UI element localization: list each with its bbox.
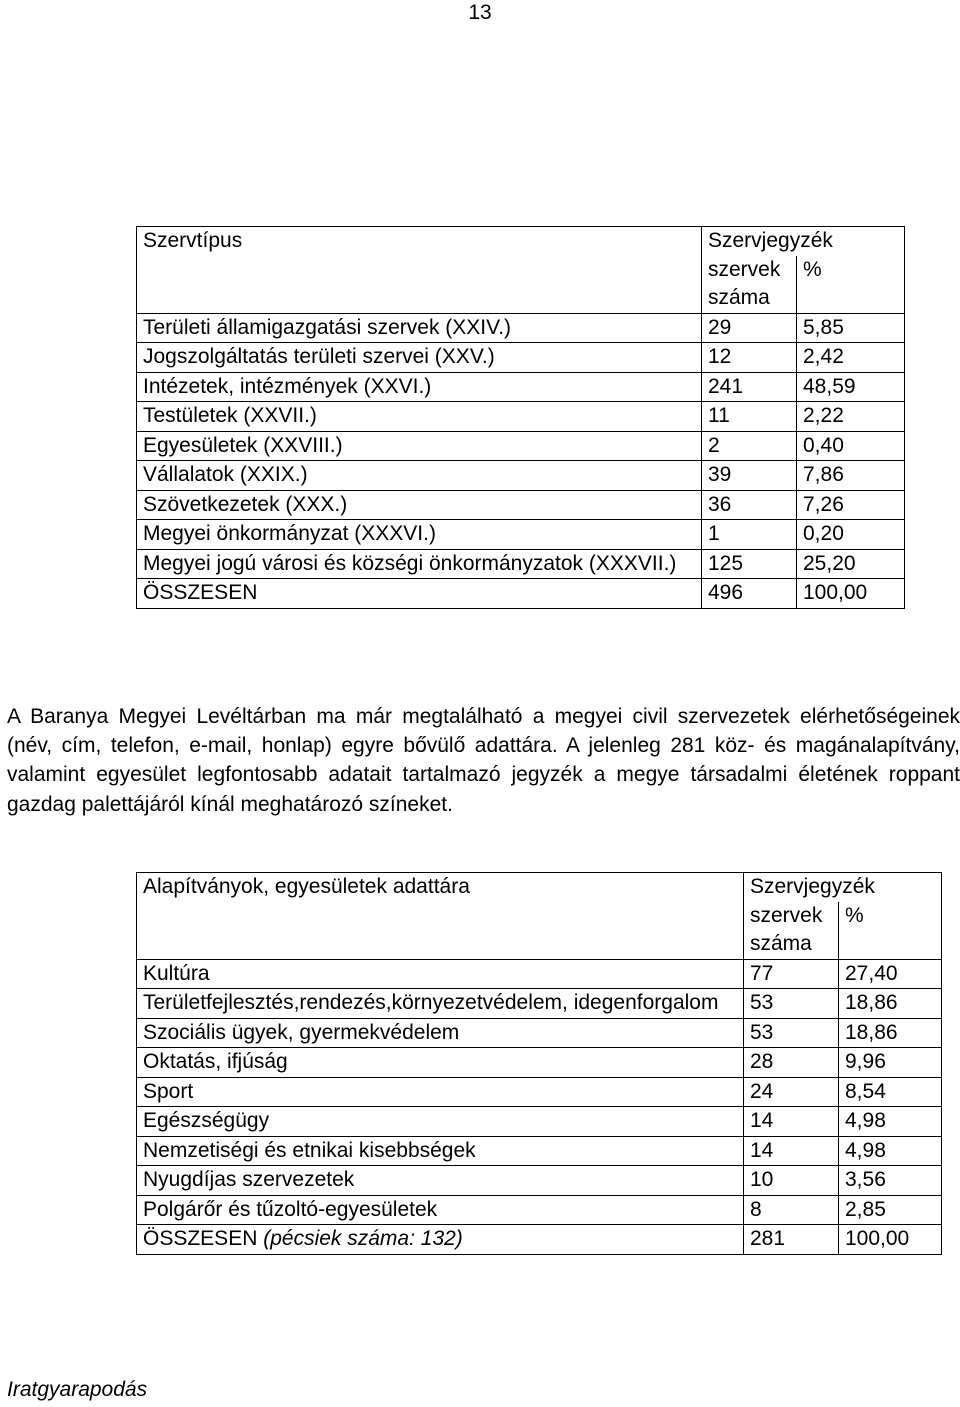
row-count: 8: [744, 1195, 839, 1225]
row-count: 53: [744, 989, 839, 1019]
total-note: (pécsiek száma: 132): [263, 1227, 463, 1250]
row-count: 10: [744, 1166, 839, 1196]
row-name: Megyei jogú városi és községi önkormányzatok (XXXVII.): [137, 549, 702, 579]
table-row: [137, 1107, 942, 1137]
table-row: [137, 372, 905, 402]
foundations-table: [136, 872, 942, 1255]
body-paragraph: A Baranya Megyei Levéltárban ma már megtalálható a megyei civil szervezetek elérhetőségeinek (név, cím, telefon, e-mail, honlap) egyre bővülő adattára. A jelenleg 281 köz- és magánalapítvány, valamint egyesület legfontosabb adatait tartalmazó jegyzék a megye társadalmi életének roppant gazdag palettájáról kínál meghatározó színeket.: [7, 705, 960, 816]
row-name: Kultúra: [137, 959, 744, 989]
row-percent: 25,20: [797, 549, 905, 579]
total-label-cell: [137, 579, 702, 609]
table-row: [137, 461, 905, 491]
table-row: [137, 490, 905, 520]
row-percent: 27,40: [839, 959, 942, 989]
row-name: Vállalatok (XXIX.): [137, 461, 702, 491]
row-name: Megyei önkormányzat (XXXVI.): [137, 520, 702, 550]
total-percent: 100,00: [839, 1225, 942, 1255]
row-percent: 18,86: [839, 989, 942, 1019]
row-name: Intézetek, intézmények (XXVI.): [137, 372, 702, 402]
table-row: [137, 343, 905, 373]
header-percent: %: [839, 902, 942, 960]
row-percent: 2,85: [839, 1195, 942, 1225]
row-percent: 7,86: [797, 461, 905, 491]
total-label: ÖSSZESEN: [143, 581, 258, 604]
row-percent: 5,85: [797, 313, 905, 343]
row-count: 24: [744, 1077, 839, 1107]
header-registry: Szervjegyzék: [702, 227, 905, 256]
table-row: [137, 1048, 942, 1078]
row-count: 39: [702, 461, 797, 491]
table-row: [137, 1166, 942, 1196]
row-percent: 2,22: [797, 402, 905, 432]
row-percent: 3,56: [839, 1166, 942, 1196]
header-org-type: Szervtípus: [137, 227, 702, 314]
row-percent: 2,42: [797, 343, 905, 373]
table-row: [137, 959, 942, 989]
header-percent: %: [797, 256, 905, 314]
row-name: Egyesületek (XXVIII.): [137, 431, 702, 461]
row-count: 14: [744, 1107, 839, 1137]
header-category: Alapítványok, egyesületek adattára: [137, 873, 744, 960]
row-count: 28: [744, 1048, 839, 1078]
table-row: [137, 1195, 942, 1225]
header-registry: Szervjegyzék: [744, 873, 942, 902]
row-count: 77: [744, 959, 839, 989]
row-name: Nemzetiségi és etnikai kisebbségek: [137, 1136, 744, 1166]
table-header-row: [137, 227, 905, 256]
row-count: 29: [702, 313, 797, 343]
page-number: 13: [468, 1, 492, 24]
row-count: 2: [702, 431, 797, 461]
table-row: [137, 1077, 942, 1107]
row-percent: 9,96: [839, 1048, 942, 1078]
row-percent: 48,59: [797, 372, 905, 402]
table-row: [137, 402, 905, 432]
total-percent: 100,00: [797, 579, 905, 609]
row-count: 11: [702, 402, 797, 432]
table-header-row: [137, 873, 942, 902]
row-count: 36: [702, 490, 797, 520]
row-count: 125: [702, 549, 797, 579]
row-name: Szociális ügyek, gyermekvédelem: [137, 1018, 744, 1048]
row-name: Sport: [137, 1077, 744, 1107]
row-count: 53: [744, 1018, 839, 1048]
table-row: [137, 313, 905, 343]
row-percent: 8,54: [839, 1077, 942, 1107]
row-percent: 4,98: [839, 1107, 942, 1137]
row-name: Jogszolgáltatás területi szervei (XXV.): [137, 343, 702, 373]
row-percent: 18,86: [839, 1018, 942, 1048]
row-name: Polgárőr és tűzoltó-egyesületek: [137, 1195, 744, 1225]
row-name: Egészségügy: [137, 1107, 744, 1137]
table-row: [137, 549, 905, 579]
row-count: 14: [744, 1136, 839, 1166]
row-percent: 0,40: [797, 431, 905, 461]
org-type-table: [136, 226, 905, 609]
footer-section-title: Iratgyarapodás: [7, 1378, 148, 1401]
row-count: 12: [702, 343, 797, 373]
table-row: [137, 431, 905, 461]
table-row: [137, 989, 942, 1019]
total-row: [137, 1225, 942, 1255]
row-name: Oktatás, ifjúság: [137, 1048, 744, 1078]
total-count: 496: [702, 579, 797, 609]
total-label-cell: [137, 1225, 744, 1255]
row-percent: 7,26: [797, 490, 905, 520]
total-label: ÖSSZESEN: [143, 1227, 258, 1250]
row-count: 241: [702, 372, 797, 402]
row-percent: 0,20: [797, 520, 905, 550]
table-row: [137, 1018, 942, 1048]
header-count: szervek száma: [744, 902, 839, 960]
row-percent: 4,98: [839, 1136, 942, 1166]
row-count: 1: [702, 520, 797, 550]
table-row: [137, 1136, 942, 1166]
row-name: Területfejlesztés,rendezés,környezetvédelem, idegenforgalom: [137, 989, 744, 1019]
header-count: szervek száma: [702, 256, 797, 314]
row-name: Nyugdíjas szervezetek: [137, 1166, 744, 1196]
total-row: [137, 579, 905, 609]
table-row: [137, 520, 905, 550]
row-name: Szövetkezetek (XXX.): [137, 490, 702, 520]
row-name: Testületek (XXVII.): [137, 402, 702, 432]
row-name: Területi államigazgatási szervek (XXIV.): [137, 313, 702, 343]
total-count: 281: [744, 1225, 839, 1255]
